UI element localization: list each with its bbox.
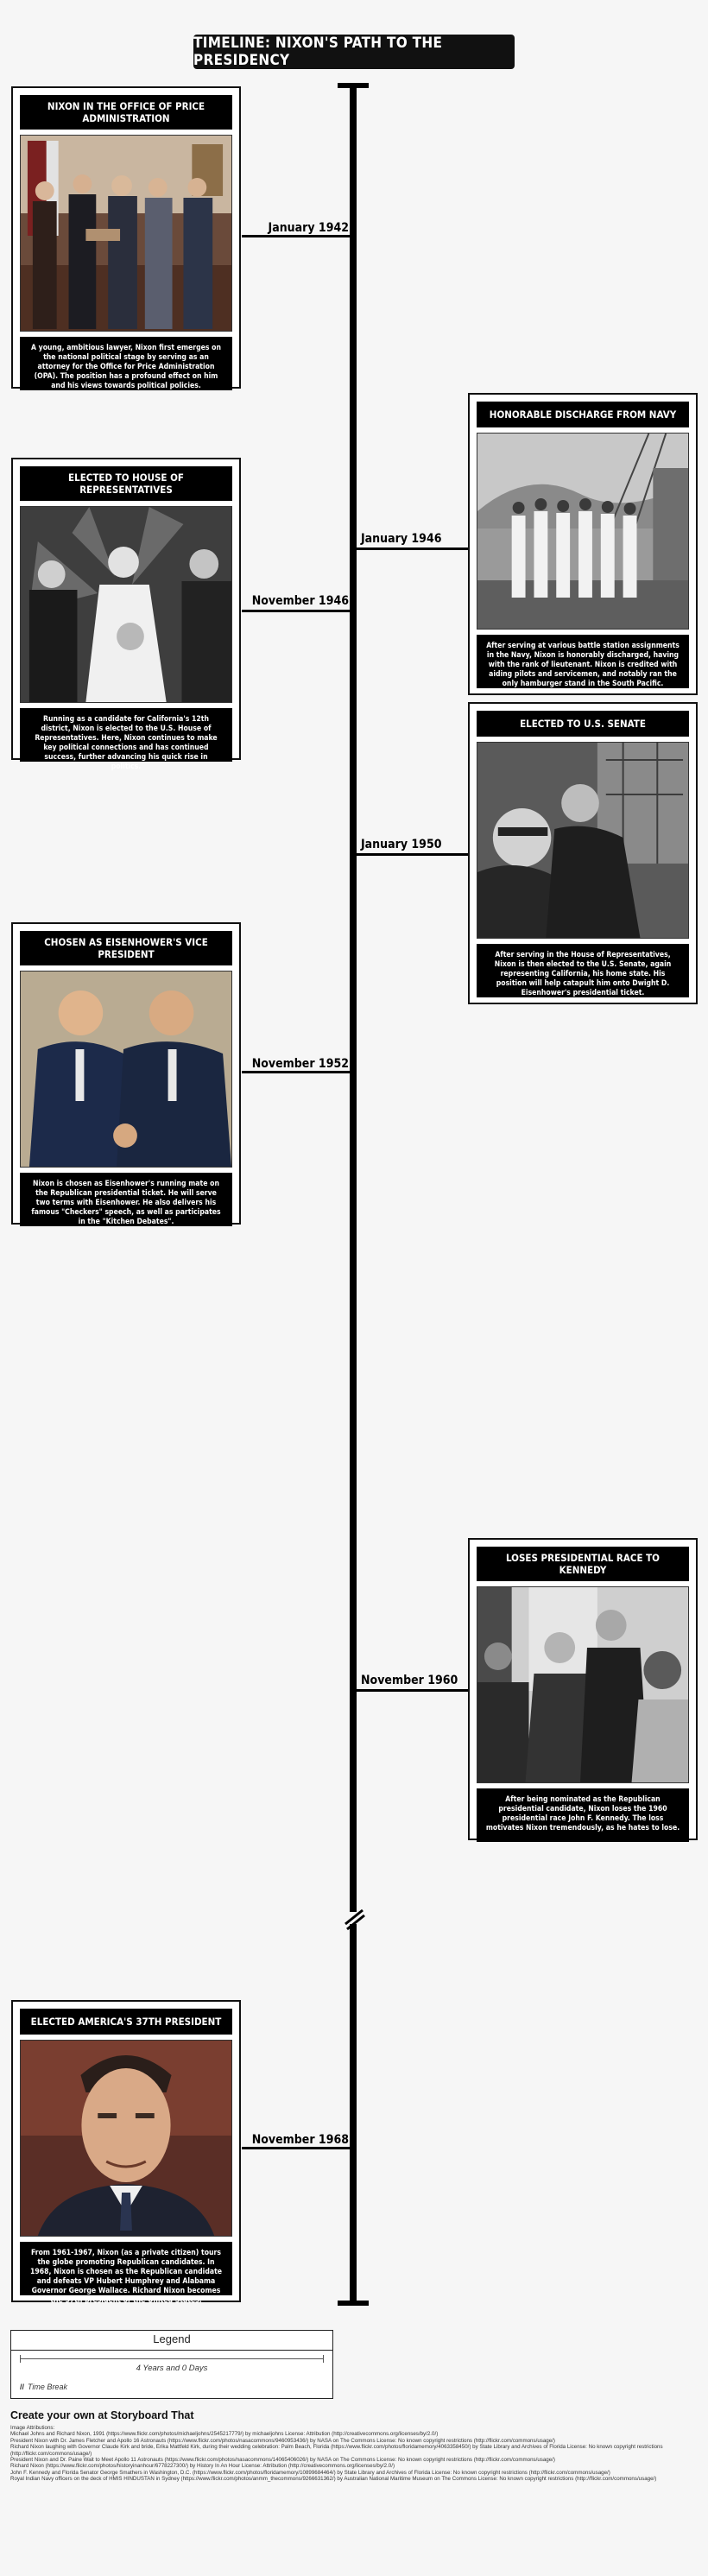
event-heading: HONORABLE DISCHARGE FROM NAVY	[477, 402, 689, 427]
event-caption: Nixon is chosen as Eisenhower's running mate on the Republican presidential ticket. He will serve two terms with Eisenhower. He also delivers his famous "Checkers" speech, as well as participates in the "Kitchen Debates".	[20, 1173, 232, 1226]
create-own-link[interactable]: Create your own at Storyboard That	[10, 2409, 194, 2421]
attribution-line: John F. Kennedy and Florida Senator George Smathers in Washington, D.C. (https://www.flickr.com/photos/floridamemory/10899684464/) by State Library and Archives of Florida License: No known copyright restrictions (http://flickr.com/commons/usage/)	[10, 2469, 610, 2476]
event-card-senate	[468, 702, 698, 1004]
event-card-house	[11, 458, 241, 771]
nixon-opa-photo	[21, 136, 231, 331]
date-label: January 1942	[268, 221, 349, 235]
event-photo	[20, 506, 232, 703]
event-card-kennedy	[468, 1538, 698, 1840]
axis-bottom-cap	[338, 2301, 369, 2306]
time-break-icon	[344, 1903, 366, 1934]
legend-title: Legend	[153, 2332, 191, 2345]
event-heading: LOSES PRESIDENTIAL RACE TO KENNEDY	[477, 1547, 689, 1581]
event-card-president	[11, 2000, 241, 2305]
time-break-legend-icon: //	[20, 2383, 25, 2391]
event-photo	[20, 971, 232, 1168]
attribution-line: Royal Indian Navy officers on the deck of HMIS HINDUSTAN in Sydney (https://www.flickr.com/photos/anmm_thecommons/9266631362/) by Australian National Maritime Museum on The Commons License: No known copyright restrictions (http://flickr.com/commons/usage/)	[10, 2476, 657, 2483]
event-photo	[20, 2040, 232, 2237]
event-caption: After serving in the House of Representatives, Nixon is then elected to the U.S. Senate, again representing California, his home state. His position will help catapult him onto Dwight D. Eisenhower's presidential ticket.	[477, 944, 689, 997]
page-title: TIMELINE: NIXON'S PATH TO THE PRESIDENCY	[193, 35, 515, 69]
connector-1952	[242, 1071, 351, 1073]
connector-jan-1946	[357, 547, 469, 550]
image-attributions	[10, 2425, 684, 2483]
attribution-line: President Nixon with Dr. James Fletcher and Apollo 16 Astronauts (https://www.flickr.com/photos/nasacommons/9460953436/) by NASA on The Commons License: No known copyright restrictions (http://flickr.com/commons/usage/)	[10, 2437, 555, 2444]
event-photo	[477, 742, 689, 939]
legend-time-break	[20, 2383, 67, 2391]
event-card-opa	[11, 86, 241, 389]
attribution-line: President Nixon and Dr. Paine Wait to Meet Apollo 11 Astronauts (https://www.flickr.com/photos/nasacommons/14065406026/) by NASA on The Commons License: No known copyright restrictions (http://flickr.com/commons/usage/)	[10, 2457, 555, 2464]
event-photo	[477, 433, 689, 630]
legend-divider	[11, 2350, 332, 2351]
event-caption: From 1961-1967, Nixon (as a private citizen) tours the globe promoting Republican candidates. In 1968, Nixon is chosen as the Republican candidate and defeats VP Hubert Humphrey and Alabama Governor George Wallace. Richard Nixon becomes the 37th president of the United States.	[20, 2242, 232, 2295]
legend-span-bar	[20, 2358, 324, 2359]
event-photo	[20, 135, 232, 332]
connector-nov-1946	[242, 610, 351, 612]
legend	[10, 2330, 333, 2399]
event-heading: ELECTED AMERICA'S 37TH PRESIDENT	[20, 2009, 232, 2035]
event-heading: CHOSEN AS EISENHOWER'S VICE PRESIDENT	[20, 931, 232, 965]
date-label: November 1960	[361, 1674, 458, 1687]
axis-top-cap	[338, 83, 369, 88]
event-heading: NIXON IN THE OFFICE OF PRICE ADMINISTRATION	[20, 95, 232, 130]
connector-1960	[357, 1689, 469, 1692]
date-label: January 1946	[361, 532, 442, 546]
event-photo	[477, 1586, 689, 1783]
event-card-vice-president	[11, 922, 241, 1225]
connector-1968	[242, 2147, 351, 2149]
date-label: November 1952	[251, 1057, 349, 1071]
date-label: November 1946	[251, 594, 349, 608]
connector-1950	[357, 853, 469, 856]
attribution-line: Image Attributions:	[10, 2425, 55, 2431]
date-label: November 1968	[251, 2133, 349, 2147]
event-caption: Running as a candidate for California's 12th district, Nixon is elected to the U.S. House of Representatives. Here, Nixon continues to make key political connections and has continued success, further advancing his quick rise in politics.	[20, 708, 232, 762]
event-heading: ELECTED TO HOUSE OF REPRESENTATIVES	[20, 466, 232, 501]
nixon-wedding-photo	[21, 507, 231, 702]
date-label: January 1950	[361, 838, 442, 851]
nixon-apollo-photo	[477, 743, 688, 938]
nixon-portrait-photo	[21, 2041, 231, 2236]
event-caption: After serving at various battle station assignments in the Navy, Nixon is honorably discharged, having with the rank of lieutenant. Nixon is credited with aiding pilots and servicemen, and notably ran the only hamburger stand in the South Pacific.	[477, 635, 689, 688]
attribution-line: Richard Nixon (https://www.flickr.com/photos/historyinanhour/6778227300/) by History In An Hour License: Attribution (http://creativecommons.org/licenses/by/2.0/)	[10, 2463, 395, 2470]
attribution-line: Richard Nixon laughing with Governor Claude Kirk and bride, Erika Mattfeld Kirk, during their wedding celebration: Palm Beach, Florida (https://www.flickr.com/photos/floridamemory/4063358450/) by State Library and Archives of Florida License: No known copyright restrictions (http://flickr.com/commons/usage/)	[10, 2444, 663, 2457]
event-caption: A young, ambitious lawyer, Nixon first emerges on the national political stage by serving as an attorney for the Office for Price Administration (OPA). The position has a profound effect on him and his views towards political policies.	[20, 337, 232, 390]
legend-break-label: Time Break	[28, 2383, 67, 2391]
legend-span-label: 4 Years and 0 Days	[136, 2364, 208, 2373]
navy-officers-photo	[477, 434, 688, 629]
kennedy-smathers-photo	[477, 1587, 688, 1782]
event-card-navy	[468, 393, 698, 695]
event-caption: After being nominated as the Republican presidential candidate, Nixon loses the 1960 presidential race John F. Kennedy. The loss motivates Nixon tremendously, as he hates to lose.	[477, 1788, 689, 1842]
event-heading: ELECTED TO U.S. SENATE	[477, 711, 689, 737]
nixon-handshake-photo	[21, 972, 231, 1167]
attribution-line: Michael Johns and Richard Nixon, 1991 (https://www.flickr.com/photos/michaeljohns/2545217779/) by michaeljohns License: Attribution (http://creativecommons.org/licenses/by/2.0/)	[10, 2431, 439, 2438]
timeline-axis	[350, 85, 357, 2304]
connector-1942	[242, 235, 351, 237]
